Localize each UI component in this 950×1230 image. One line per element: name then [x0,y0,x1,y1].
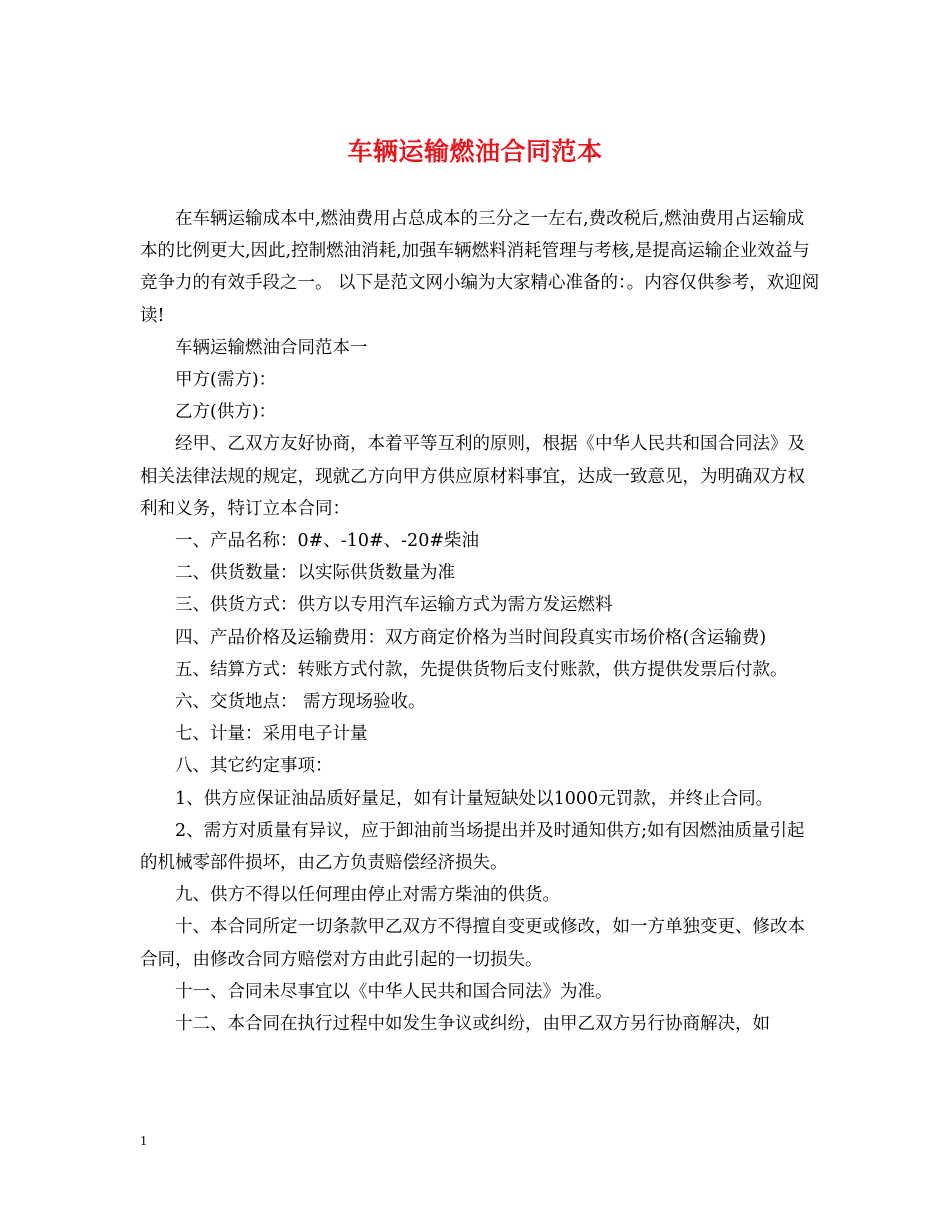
clause-nine: 九、供方不得以任何理由停止对需方柴油的供货。 [175,885,560,906]
paragraph-party-b: 乙方(供方)： [175,402,277,423]
paragraph-intro: 在车辆运输成本中,燃油费用占总成本的三分之一左右,费改税后,燃油费用占运输成本的比例更大,因此,控制燃油消耗,加强车辆燃料消耗管理与考核,是提高运输企业效益与竞争力的有效手段之一。 以下是范文网小编为大家精心准备的：。内容仅供参考，欢迎阅读! [140,209,820,326]
page-number: 1 [140,1134,147,1149]
clause-ten: 十、本合同所定一切条款甲乙双方不得擅自变更或修改，如一方单独变更、修改本合同，由修改合同方赔偿对方由此引起的一切损失。 [140,917,805,970]
clause-twelve: 十二、本合同在执行过程中如发生争议或纠纷，由甲乙双方另行协商解决，如 [175,1014,770,1035]
clause-supply-method: 三、供货方式：供方以专用汽车运输方式为需方发运燃料 [175,595,613,616]
paragraph-preamble: 经甲、乙双方友好协商，本着平等互利的原则，根据《中华人民共和国合同法》及相关法律法规的规定，现就乙方向甲方供应原材料事宜，达成一致意见，为明确双方权利和义务，特订立本合同： [140,434,805,519]
clause-product-name: 一、产品名称：0#、-10#、-20#柴油 [175,531,479,552]
clause-settlement: 五、结算方式：转账方式付款，先提供货物后支付账款，供方提供发票后付款。 [175,659,788,680]
sub-clause-2: 2、需方对质量有异议，应于卸油前当场提出并及时通知供方;如有因燃油质量引起的机械零部件损坏，由乙方负责赔偿经济损失。 [140,820,805,874]
clause-price: 四、产品价格及运输费用：双方商定价格为当时间段真实市场价格(含运输费) [175,627,767,648]
clause-other-terms: 八、其它约定事项： [175,756,333,777]
clause-eleven: 十一、合同未尽事宜以《中华人民共和国合同法》为准。 [175,981,613,1002]
document-body [140,203,820,1040]
paragraph-contract-heading: 车辆运输燃油合同范本一 [175,337,368,358]
clause-supply-quantity: 二、供货数量：以实际供货数量为准 [175,563,455,584]
clause-measurement: 七、计量：采用电子计量 [175,724,368,745]
clause-delivery-location: 六、交货地点： 需方现场验收。 [175,692,426,713]
document-title: 车辆运输燃油合同范本 [347,137,603,166]
sub-clause-1: 1、供方应保证油品质好量足，如有计量短缺处以1000元罚款，并终止合同。 [175,788,774,809]
paragraph-party-a: 甲方(需方)： [175,370,277,391]
